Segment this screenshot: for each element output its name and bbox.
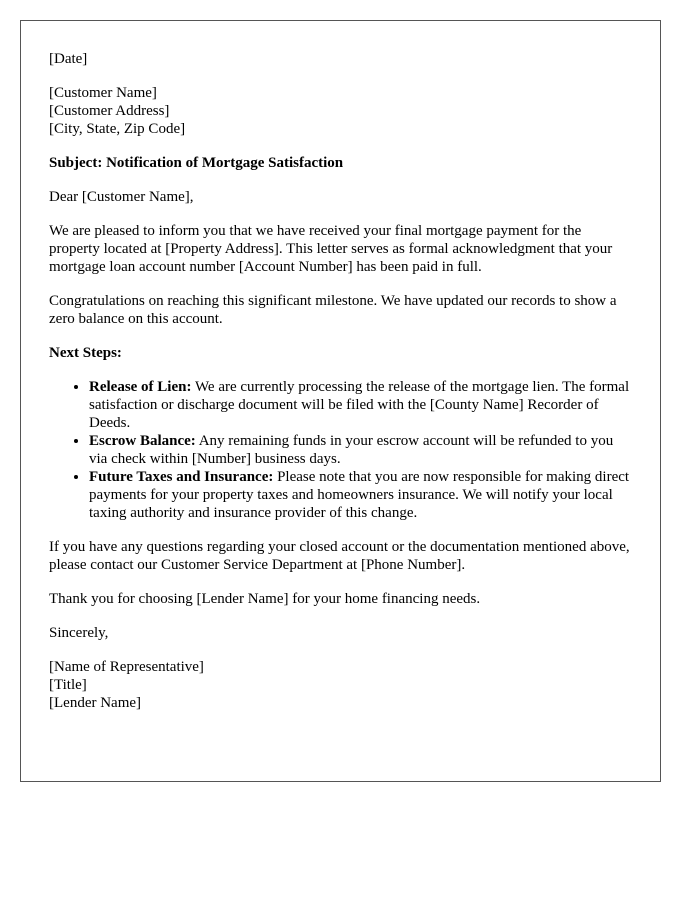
recipient-address-block: [49, 84, 632, 138]
closing-paragraph: Thank you for choosing [Lender Name] for your home financing needs.: [49, 591, 481, 607]
list-item-text: Please note that you are now responsible for making direct payments for your property taxes and homeowners insurance. We will notify your local taxing authority and insurance provider of this change.: [89, 469, 630, 521]
next-steps-heading: Next Steps:: [49, 345, 122, 361]
list-item-label: Escrow Balance:: [89, 433, 196, 449]
recipient-city: [City, State, Zip Code]: [49, 121, 186, 137]
list-item-label: Release of Lien:: [89, 379, 192, 395]
letter-date: [Date]: [49, 51, 88, 67]
subject-line: Subject: Notification of Mortgage Satisfaction: [49, 155, 344, 171]
list-item-text: We are currently processing the release of the mortgage lien. The formal satisfaction or discharge document will be filed with the [County Name] Recorder of Deeds.: [89, 379, 630, 431]
next-steps-list: [49, 378, 632, 522]
list-item-label: Future Taxes and Insurance:: [89, 469, 274, 485]
body-paragraph: Congratulations on reaching this significant milestone. We have updated our records to show a zero balance on this account.: [49, 293, 617, 327]
salutation: Dear [Customer Name],: [49, 189, 194, 205]
list-item: [89, 378, 632, 432]
body-paragraph: We are pleased to inform you that we have received your final mortgage payment for the property located at [Property Address]. This letter serves as formal acknowledgment that your mortgage loan account number [Account Number] has been paid in full.: [49, 223, 613, 275]
lender-name: [Lender Name]: [49, 695, 142, 711]
recipient-name: [Customer Name]: [49, 85, 157, 101]
representative-name: [Name of Representative]: [49, 659, 204, 675]
list-item: [89, 468, 632, 522]
list-item-text: Any remaining funds in your escrow account will be refunded to you via check within [Number] business days.: [89, 433, 614, 467]
signature-block: [49, 658, 632, 712]
letter-page: [20, 20, 661, 782]
list-item: [89, 432, 632, 468]
signoff: Sincerely,: [49, 625, 109, 641]
representative-title: [Title]: [49, 677, 87, 693]
recipient-address: [Customer Address]: [49, 103, 170, 119]
closing-paragraph: If you have any questions regarding your closed account or the documentation mentioned above, please contact our Customer Service Department at [Phone Number].: [49, 539, 630, 573]
